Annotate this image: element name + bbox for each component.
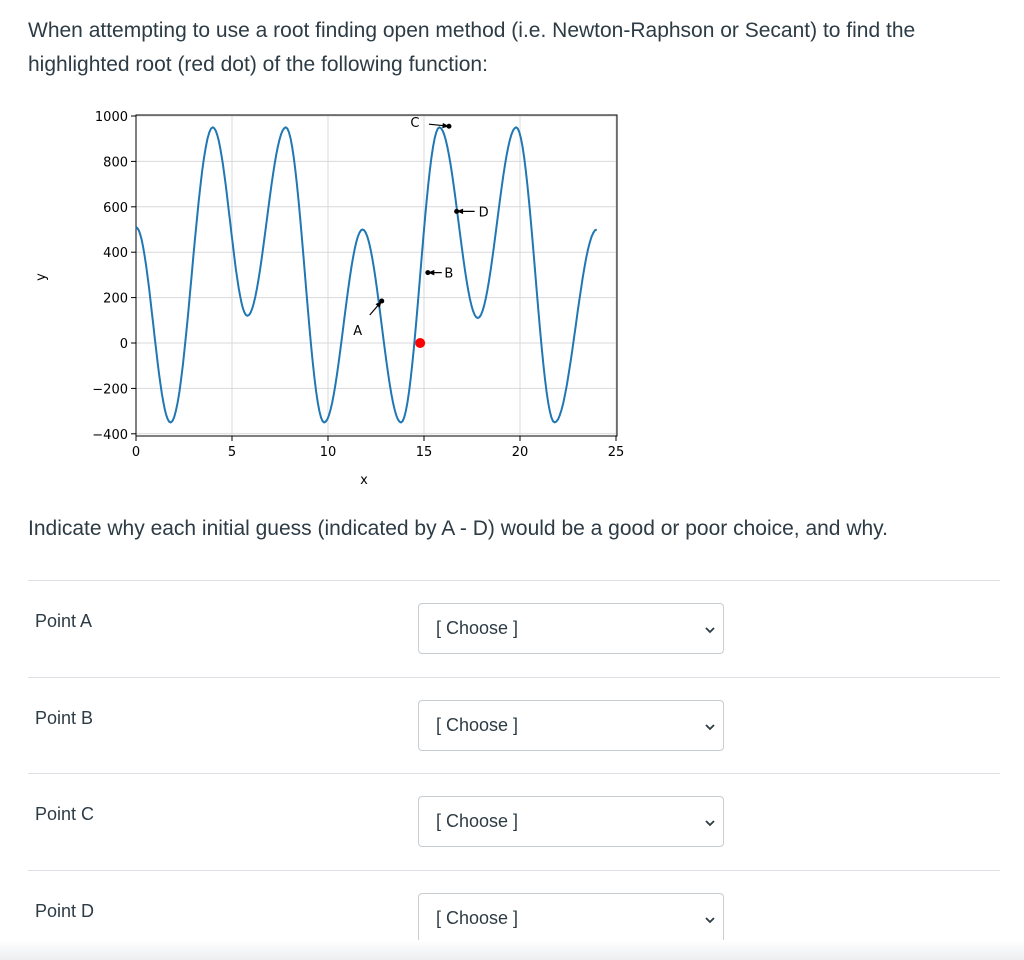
y-tick-label: −200 bbox=[92, 382, 128, 398]
y-tick-label: 200 bbox=[103, 291, 128, 307]
select-value: [ Choose ] bbox=[436, 618, 519, 638]
bottom-shadow bbox=[0, 940, 1024, 960]
x-axis-label: x bbox=[360, 473, 368, 488]
point-c-label: Point C bbox=[35, 804, 95, 824]
point-b-select[interactable] bbox=[418, 700, 724, 751]
y-axis-label: y bbox=[34, 273, 49, 281]
y-tick-label: 600 bbox=[103, 200, 128, 216]
y-tick-label: 400 bbox=[103, 246, 128, 262]
divider bbox=[28, 677, 1000, 678]
chevron-down-icon bbox=[703, 816, 717, 830]
point-d-label: Point D bbox=[35, 901, 95, 921]
x-tick-label: 5 bbox=[227, 445, 237, 460]
chevron-down-icon bbox=[703, 720, 717, 734]
y-tick-label: −400 bbox=[92, 427, 128, 443]
point-c-select[interactable] bbox=[418, 796, 724, 847]
point-d-select[interactable] bbox=[418, 893, 724, 944]
point-b-label: Point B bbox=[35, 708, 94, 728]
select-value: [ Choose ] bbox=[436, 715, 519, 735]
divider bbox=[28, 870, 1000, 871]
chevron-down-icon bbox=[703, 623, 717, 637]
series-layer bbox=[136, 127, 597, 422]
x-tick-label: 20 bbox=[511, 445, 529, 460]
point-a-label: Point A bbox=[35, 611, 93, 631]
plot-frame bbox=[136, 115, 617, 436]
chevron-down-icon bbox=[703, 913, 717, 927]
x-tick-label: 25 bbox=[607, 445, 625, 460]
function-line bbox=[136, 127, 597, 422]
function-chart bbox=[0, 100, 1024, 500]
annotations-layer bbox=[353, 116, 488, 348]
point-a-text: A bbox=[353, 324, 363, 340]
instruction-text: Indicate why each initial guess (indicated by A - D) would be a good or poor choice, and why. bbox=[28, 517, 888, 540]
chart-ticks bbox=[92, 110, 624, 460]
point-b-text: B bbox=[444, 266, 454, 282]
x-tick-label: 15 bbox=[415, 445, 433, 460]
question-text: When attempting to use a root finding open method (i.e. Newton-Raphson or Secant) to find the highlighted root (red dot) of the following function: bbox=[28, 19, 916, 76]
x-tick-label: 0 bbox=[131, 445, 141, 460]
select-value: [ Choose ] bbox=[436, 908, 519, 928]
x-tick-label: 10 bbox=[319, 445, 337, 460]
chart-grid bbox=[136, 115, 617, 436]
point-a-select[interactable] bbox=[418, 603, 724, 654]
root-marker bbox=[415, 338, 425, 348]
point-c-text: C bbox=[410, 116, 420, 132]
point-d-text: D bbox=[478, 205, 489, 221]
y-tick-label: 800 bbox=[103, 155, 128, 171]
select-value: [ Choose ] bbox=[436, 811, 519, 831]
divider bbox=[28, 580, 1000, 581]
divider bbox=[28, 773, 1000, 774]
y-tick-label: 0 bbox=[119, 337, 128, 352]
y-tick-label: 1000 bbox=[94, 110, 128, 125]
